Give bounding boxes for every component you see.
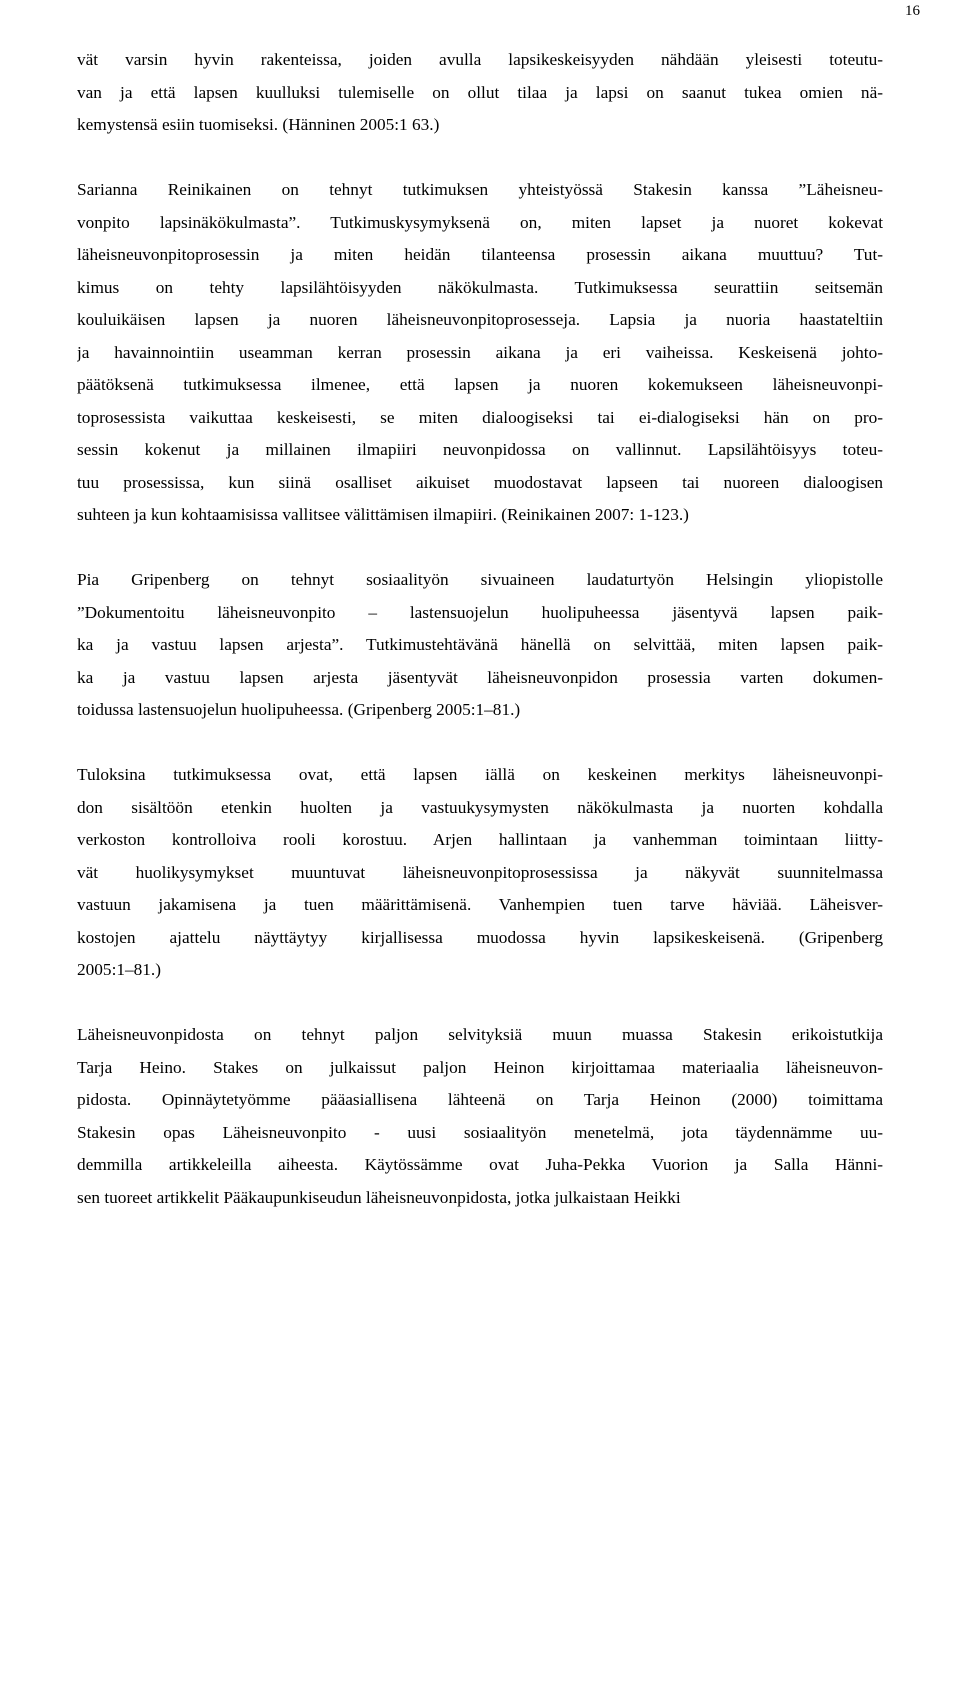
text-line: vät huolikysymykset muuntuvat läheisneuvonpitoprosessissa ja näkyvät suunnitelmassa (77, 862, 883, 882)
text-line: ”Dokumentoitu läheisneuvonpito – lastensuojelun huolipuheessa jäsentyvä lapsen paik- (77, 602, 883, 622)
paragraph (77, 44, 883, 142)
text-line: Pia Gripenberg on tehnyt sosiaalityön sivuaineen laudaturtyön Helsingin yliopistolle (77, 570, 883, 589)
text-line: tuu prosessissa, kun siinä osalliset aikuiset muodostavat lapseen tai nuoreen dialoogisen (77, 472, 883, 492)
text-line: kostojen ajattelu näyttäytyy kirjallisessa muodossa hyvin lapsikeskeisenä. (Gripenberg (77, 927, 883, 947)
text-line: suhteen ja kun kohtaamisissa vallitsee välittämisen ilmapiiri. (Reinikainen 2007: 1-123.) (77, 505, 689, 524)
text-line: Tuloksina tutkimuksessa ovat, että lapsen iällä on keskeinen merkitys läheisneuvonpi- (77, 765, 883, 784)
text-line: 2005:1–81.) (77, 960, 162, 979)
text-line: päätöksenä tutkimuksessa ilmenee, että lapsen ja nuoren kokemukseen läheisneuvonpi- (77, 375, 883, 394)
text-line: pidosta. Opinnäytetyömme pääasiallisena lähteenä on Tarja Heinon (2000) toimittama (77, 1090, 883, 1109)
text-line: toidussa lastensuojelun huolipuheessa. (Gripenberg 2005:1–81.) (77, 700, 521, 719)
body-text (77, 44, 883, 1214)
text-line: Läheisneuvonpidosta on tehnyt paljon selvityksiä muun muassa Stakesin erikoistutkija (77, 1025, 883, 1044)
text-line: ka ja vastuu lapsen arjesta jäsentyvät läheisneuvonpidon prosessia varten dokumen- (77, 667, 883, 687)
text-line: kimus on tehty lapsilähtöisyyden näkökulmasta. Tutkimuksessa seurattiin seitsemän (77, 277, 883, 297)
text-line: ja havainnointiin useamman kerran prosessin aikana ja eri vaiheissa. Keskeisenä johto- (77, 342, 883, 362)
text-line: van ja että lapsen kuulluksi tulemiselle on ollut tilaa ja lapsi on saanut tukea omien nä- (77, 82, 883, 102)
text-line: demmilla artikkeleilla aiheesta. Käytössämme ovat Juha-Pekka Vuorion ja Salla Hänni- (77, 1155, 883, 1174)
text-line: sen tuoreet artikkelit Pääkaupunkiseudun läheisneuvonpidosta, jotka julkaistaan Heikki (77, 1187, 681, 1207)
paragraph-gap (77, 987, 883, 1020)
text-line: kemystensä esiin tuomiseksi. (Hänninen 2005:1 63.) (77, 115, 440, 134)
text-line: vät varsin hyvin rakenteissa, joiden avulla lapsikeskeisyyden nähdään yleisesti toteutu- (77, 50, 883, 69)
text-line: kouluikäisen lapsen ja nuoren läheisneuvonpitoprosesseja. Lapsia ja nuoria haastateltiin (77, 310, 883, 329)
text-line: vonpito lapsinäkökulmasta”. Tutkimuskysymyksenä on, miten lapset ja nuoret kokevat (77, 212, 883, 232)
paragraph (77, 1019, 883, 1214)
text-line: Stakesin opas Läheisneuvonpito - uusi sosiaalityön menetelmä, jota täydennämme uu- (77, 1122, 883, 1142)
paragraph (77, 174, 883, 532)
paragraph-gap (77, 727, 883, 760)
text-line: Tarja Heino. Stakes on julkaissut paljon Heinon kirjoittamaa materiaalia läheisneuvon- (77, 1057, 883, 1077)
text-line: toprosessista vaikuttaa keskeisesti, se miten dialoogiseksi tai ei-dialogiseksi hän on pro- (77, 407, 883, 427)
paragraph (77, 564, 883, 727)
text-line: Sarianna Reinikainen on tehnyt tutkimuksen yhteistyössä Stakesin kanssa ”Läheisneu- (77, 180, 883, 199)
text-line: don sisältöön etenkin huolten ja vastuukysymysten näkökulmasta ja nuorten kohdalla (77, 797, 883, 817)
text-line: vastuun jakamisena ja tuen määrittämisenä. Vanhempien tuen tarve häviää. Läheisver- (77, 895, 883, 914)
page-number: 16 (905, 3, 920, 19)
text-line: ka ja vastuu lapsen arjesta”. Tutkimustehtävänä hänellä on selvittää, miten lapsen paik- (77, 635, 883, 654)
text-line: verkoston kontrolloiva rooli korostuu. Arjen hallintaan ja vanhemman toimintaan liitty- (77, 830, 883, 849)
text-line: sessin kokenut ja millainen ilmapiiri neuvonpidossa on vallinnut. Lapsilähtöisyys toteu- (77, 440, 883, 459)
text-line: läheisneuvonpitoprosessin ja miten heidän tilanteensa prosessin aikana muuttuu? Tut- (77, 245, 883, 264)
paragraph (77, 759, 883, 987)
paragraph-gap (77, 142, 883, 175)
paragraph-gap (77, 532, 883, 565)
